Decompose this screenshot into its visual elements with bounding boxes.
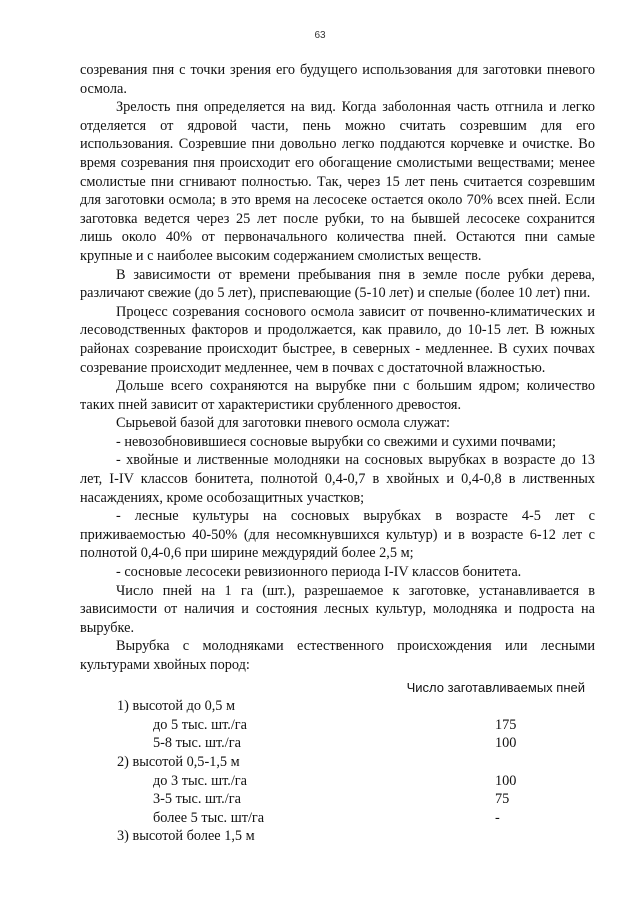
- paragraph: Вырубка с молодняками естественного происхождения или лесными культурами хвойных пород:: [80, 638, 595, 673]
- paragraph: Процесс созревания соснового осмола зависит от почвенно-климатических и лесоводственных факторов и продолжается, как правило, до 10-15 лет. В южных районах созревание происходит быстрее, в северных - медленнее. В сухих почвах созревание происходит медленнее, чем в почвах с достаточной влажностью.: [80, 303, 595, 376]
- paragraph: созревания пня с точки зрения его будущего использования для заготовки пневого осмола.: [80, 62, 595, 97]
- stump-count-table: [80, 697, 595, 846]
- row-label: до 5 тыс. шт./га: [153, 716, 248, 733]
- table-row: [80, 772, 595, 791]
- paragraph: Сырьевой базой для заготовки пневого осмола служат:: [116, 415, 450, 432]
- table-row: [80, 753, 595, 772]
- document-body: [80, 61, 595, 846]
- row-value: 100: [495, 735, 517, 752]
- table-row: [80, 716, 595, 735]
- row-label: более 5 тыс. шт/га: [153, 809, 265, 826]
- paragraph: В зависимости от времени пребывания пня в земле после рубки дерева, различают свежие (до 5 лет), приспевающие (5-10 лет) и спелые (более 10 лет) пни.: [80, 266, 595, 302]
- table-row: [80, 790, 595, 809]
- table-header: Число заготавливаемых пней: [406, 679, 585, 695]
- row-value: 175: [495, 716, 517, 733]
- list-item: - невозобновившиеся сосновые вырубки со свежими и сухими почвами;: [116, 433, 556, 450]
- row-label: 1) высотой до 0,5 м: [117, 698, 236, 715]
- row-label: до 3 тыс. шт./га: [153, 772, 248, 789]
- row-label: 3) высотой более 1,5 м: [117, 828, 255, 845]
- list-item: - сосновые лесосеки ревизионного периода I-IV классов бонитета.: [116, 564, 522, 581]
- table-row: [80, 697, 595, 716]
- row-label: 3-5 тыс. шт./га: [153, 791, 241, 808]
- table-row: [80, 734, 595, 753]
- table-row: [80, 827, 595, 846]
- paragraph: Дольше всего сохраняются на вырубке пни с большим ядром; количество таких пней зависит от характеристики срубленного древостоя.: [80, 378, 595, 413]
- row-value: 75: [495, 791, 510, 808]
- paragraph: Зрелость пня определяется на вид. Когда заболонная часть отгнила и легко отделяется от ядровой части, пень можно считать созревшим для его использования. Созревшие пни довольно легко поддаются корчевке и очистке. Во время созревания пня происходит его обогащение смолистыми веществами; менее смолистые пни сгнивают полностью. Так, через 15 лет пень считается созревшим для заготовки осмола; в это время на лесосеке остается около 70% всех пней. Если заготовка ведется через 25 лет после рубки, то на бывшей лесосеке сохранится лишь около 40% от первоначального количества пней. Остаются пни самые крупные и с наиболее высоким содержанием смолистых веществ.: [80, 99, 595, 264]
- row-value: 100: [495, 772, 517, 789]
- table-row: [80, 809, 595, 828]
- row-label: 2) высотой 0,5-1,5 м: [117, 753, 240, 770]
- row-value: -: [495, 809, 500, 826]
- row-label: 5-8 тыс. шт./га: [153, 735, 241, 752]
- paragraph: Число пней на 1 га (шт.), разрешаемое к заготовке, устанавливается в зависимости от наличия и состояния лесных культур, молодняка и подроста на вырубке.: [80, 582, 595, 636]
- list-item: - лесные культуры на сосновых вырубках в возрасте 4-5 лет с приживаемостью 40-50% (для несомкнувшихся культур) и в возрасте 6-12 лет с полнотой 0,4-0,6 при ширине междурядий более 2,5 м;: [80, 508, 595, 562]
- page-number: 63: [314, 30, 326, 41]
- list-item: - хвойные и лиственные молодняки на сосновых вырубках в возрасте до 13 лет, I-IV классов бонитета, полнотой 0,4-0,7 в хвойных и 0,4-0,8 в лиственных насаждениях, кроме особозащитных участков;: [80, 452, 595, 506]
